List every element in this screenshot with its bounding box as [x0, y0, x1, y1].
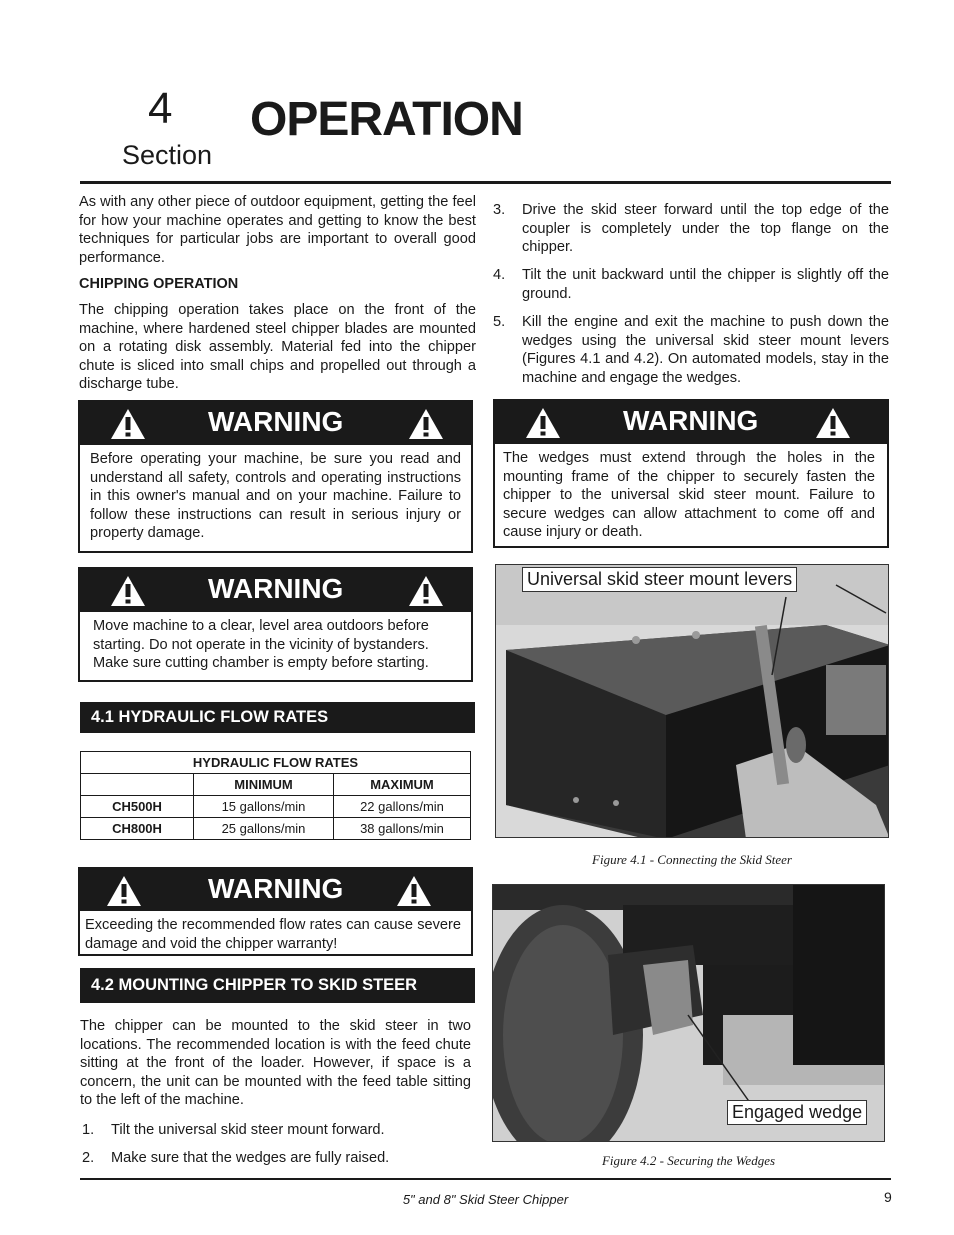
warning-triangle-icon	[396, 875, 432, 907]
step-text: Kill the engine and exit the machine to push down the wedges using the universal skid steer mount levers (Figures 4.1 and 4.2). On automated models, stay in the machine and engage the wedges.	[522, 314, 889, 386]
warning-box	[78, 867, 473, 956]
page-title: OPERATION	[250, 93, 523, 146]
figure-callout: Engaged wedge	[727, 1100, 867, 1125]
warning-triangle-icon	[106, 875, 142, 907]
warning-text: Move machine to a clear, level area outdoors before starting. Do not operate in the vicinity of bystanders. Make sure cutting chamber is empty before starting.	[93, 618, 429, 672]
warning-triangle-icon	[525, 407, 561, 439]
list-item	[82, 1149, 472, 1168]
figure-photo-wedges	[492, 884, 885, 1142]
section-heading-4-2: 4.2 MOUNTING CHIPPER TO SKID STEER	[80, 968, 475, 1003]
table-cell: 38 gallons/min	[334, 818, 471, 840]
figure-photo-skid-steer	[495, 564, 889, 838]
column-header: MINIMUM	[194, 774, 334, 796]
warning-triangle-icon	[110, 408, 146, 440]
warning-box	[78, 400, 473, 553]
list-item	[82, 1121, 472, 1140]
warning-title: WARNING	[208, 873, 344, 904]
warning-box	[493, 399, 889, 548]
table-cell: 25 gallons/min	[194, 818, 334, 840]
step-text: Tilt the universal skid steer mount forward.	[111, 1122, 385, 1138]
hydraulic-flow-table	[80, 751, 471, 840]
column-header	[81, 774, 194, 796]
footer-title: 5" and 8" Skid Steer Chipper	[402, 1192, 569, 1207]
section-heading-4-1: 4.1 HYDRAULIC FLOW RATES	[80, 702, 475, 733]
warning-text: The wedges must extend through the holes in the mounting frame of the chipper to securely fasten the chipper to the universal skid steer mount. Failure to secure wedges can allow attachment to come off and cause injury or death.	[503, 450, 875, 541]
table-cell: CH500H	[81, 796, 194, 818]
step-number: 5.	[493, 314, 506, 330]
table-title: HYDRAULIC FLOW RATES	[81, 752, 471, 774]
header-rule	[80, 181, 891, 184]
warning-box	[78, 567, 473, 682]
table-row	[81, 796, 471, 818]
list-item	[493, 313, 889, 388]
warning-header	[80, 869, 471, 911]
section-number: 4	[148, 84, 173, 133]
table-title-row	[81, 752, 471, 774]
step-number: 2.	[82, 1150, 95, 1166]
warning-title: WARNING	[623, 405, 759, 436]
table-row	[81, 818, 471, 840]
table-cell: CH800H	[81, 818, 194, 840]
warning-header	[80, 402, 471, 445]
column-header: MAXIMUM	[334, 774, 471, 796]
list-item	[493, 201, 889, 257]
warning-triangle-icon	[408, 575, 444, 607]
list-item	[493, 266, 889, 304]
chipping-heading: CHIPPING OPERATION	[79, 276, 239, 292]
page-number: 9	[884, 1189, 892, 1205]
mounting-paragraph: The chipper can be mounted to the skid steer in two locations. The recommended location is with the feed chute sitting at the front of the loader. However, if space is a concern, the unit can be mounted with the feed table sitting to the left of the machine.	[80, 1018, 471, 1109]
table-header-row	[81, 774, 471, 796]
figure-caption: Figure 4.1 - Connecting the Skid Steer	[592, 852, 792, 867]
step-text: Make sure that the wedges are fully raised.	[111, 1150, 390, 1166]
step-text: Drive the skid steer forward until the top edge of the coupler is completely under the top flange on the chipper.	[522, 202, 889, 256]
skid-steer-mount-photo	[496, 565, 889, 838]
section-label: Section	[122, 140, 213, 170]
warning-header	[495, 401, 887, 444]
footer-rule	[80, 1178, 891, 1180]
table-cell: 22 gallons/min	[334, 796, 471, 818]
figure-caption: Figure 4.2 - Securing the Wedges	[601, 1153, 776, 1168]
warning-header	[80, 569, 471, 612]
warning-title: WARNING	[208, 406, 344, 437]
chipping-paragraph: The chipping operation takes place on the front of the machine, where hardened steel chipper blades are mounted on a rotating disk assembly. Material fed into the chipper chute is sliced into small chips and propelled out through a discharge tube.	[79, 302, 476, 393]
intro-paragraph: As with any other piece of outdoor equipment, getting the feel for how your machine operates and getting to know the best techniques for particular jobs are important to overall good performance.	[79, 194, 476, 266]
warning-title: WARNING	[208, 573, 344, 604]
step-number: 1.	[82, 1122, 95, 1138]
warning-triangle-icon	[408, 408, 444, 440]
step-number: 3.	[493, 202, 506, 218]
warning-triangle-icon	[815, 407, 851, 439]
table-cell: 15 gallons/min	[194, 796, 334, 818]
figure-callout: Universal skid steer mount levers	[522, 567, 797, 592]
warning-text: Before operating your machine, be sure you read and understand all safety, controls and operating instructions in this owner's manual and on your machine. Failure to follow these instructions can result in serious injury or property damage.	[90, 451, 461, 542]
warning-triangle-icon	[110, 575, 146, 607]
step-number: 4.	[493, 267, 506, 283]
warning-text: Exceeding the recommended flow rates can cause severe damage and void the chipper warranty!	[85, 917, 461, 952]
step-text: Tilt the unit backward until the chipper is slightly off the ground.	[522, 267, 889, 302]
